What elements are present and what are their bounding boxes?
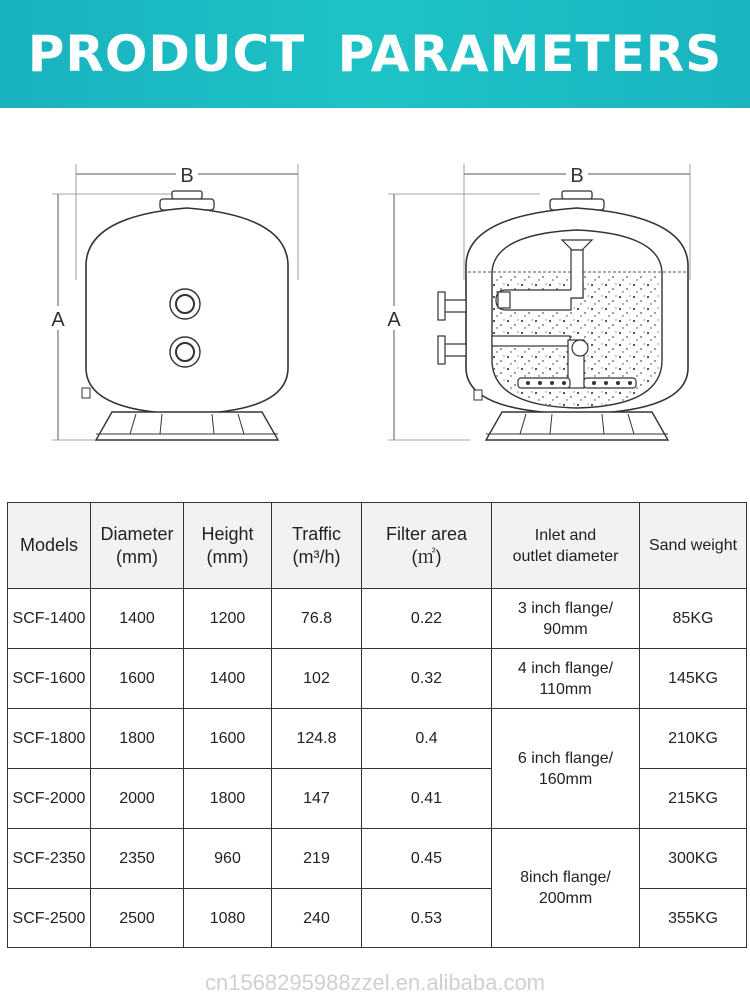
- cell-sand-weight: 210KG: [640, 709, 747, 769]
- cell-traffic: 124.8: [272, 709, 362, 769]
- filter-diagrams: [0, 150, 750, 460]
- table-row: [8, 829, 747, 889]
- cell-height: 1600: [184, 709, 272, 769]
- header-traffic-text: Traffic: [291, 523, 341, 544]
- header-inlet-text-2: outlet diameter: [512, 547, 619, 565]
- table-row: [8, 709, 747, 769]
- header-height-text: Height: [201, 523, 254, 544]
- cell-traffic: 76.8: [272, 589, 362, 649]
- cell-filter-area: 0.45: [362, 829, 492, 889]
- inlet-text-2: 110mm: [539, 680, 592, 698]
- cell-diameter: 2350: [91, 829, 184, 889]
- cell-filter-area: 0.4: [362, 709, 492, 769]
- cell-filter-area: 0.22: [362, 589, 492, 649]
- header-height-unit: (mm): [206, 546, 249, 567]
- page-title: PRODUCT PARAMETERS: [27, 25, 723, 83]
- cell-diameter: 1800: [91, 709, 184, 769]
- filter-exterior-diagram: [40, 150, 330, 450]
- header-filter-area: [362, 503, 492, 589]
- cell-sand-weight: 300KG: [640, 829, 747, 889]
- inlet-text-1: 6 inch flange/: [517, 749, 614, 767]
- header-filter-area-unit: (㎡): [411, 546, 442, 567]
- cell-model: SCF-1600: [8, 649, 91, 709]
- cell-sand-weight: 355KG: [640, 889, 747, 948]
- cell-traffic: 219: [272, 829, 362, 889]
- cell-sand-weight: 145KG: [640, 649, 747, 709]
- cell-sand-weight: 85KG: [640, 589, 747, 649]
- inlet-text-1: 3 inch flange/: [517, 599, 614, 617]
- cell-traffic: 147: [272, 769, 362, 829]
- header-banner: [0, 0, 750, 108]
- cell-model: SCF-2000: [8, 769, 91, 829]
- header-diameter-unit: (mm): [116, 546, 158, 567]
- inlet-text-2: 200mm: [538, 890, 593, 907]
- cell-model: SCF-1800: [8, 709, 91, 769]
- inlet-text-1: 8inch flange/: [520, 869, 611, 886]
- cell-filter-area: 0.41: [362, 769, 492, 829]
- cell-diameter: 1600: [91, 649, 184, 709]
- cell-traffic: 102: [272, 649, 362, 709]
- header-height: [184, 503, 272, 589]
- table-header-row: [8, 503, 747, 589]
- cell-model: SCF-2350: [8, 829, 91, 889]
- cell-filter-area: 0.53: [362, 889, 492, 948]
- table-row: [8, 649, 747, 709]
- dimension-b-label: B: [180, 165, 194, 187]
- cell-inlet-outlet: [492, 829, 640, 948]
- cell-diameter: 1400: [91, 589, 184, 649]
- cell-inlet-outlet: [492, 589, 640, 649]
- cell-filter-area: 0.32: [362, 649, 492, 709]
- cell-height: 960: [184, 829, 272, 889]
- watermark: cn1568295988zzel.en.alibaba.com: [204, 970, 546, 995]
- header-models: [8, 503, 91, 589]
- filter-cutaway-diagram: [380, 150, 710, 450]
- cell-model: SCF-2500: [8, 889, 91, 948]
- header-sand-weight: [640, 503, 747, 589]
- header-models-text: Models: [19, 535, 79, 555]
- cell-traffic: 240: [272, 889, 362, 948]
- cell-diameter: 2500: [91, 889, 184, 948]
- header-filter-area-text: Filter area: [385, 523, 468, 544]
- header-inlet-text-1: Inlet and: [534, 526, 597, 544]
- cell-height: 1080: [184, 889, 272, 948]
- dimension-b-label-cutaway: B: [570, 165, 584, 187]
- cell-height: 1200: [184, 589, 272, 649]
- header-traffic-unit: (m³/h): [292, 546, 341, 567]
- cell-inlet-outlet: [492, 649, 640, 709]
- cell-inlet-outlet: [492, 709, 640, 829]
- cell-height: 1400: [184, 649, 272, 709]
- cell-diameter: 2000: [91, 769, 184, 829]
- cell-sand-weight: 215KG: [640, 769, 747, 829]
- inlet-text-1: 4 inch flange/: [517, 659, 614, 677]
- dimension-a-label: A: [51, 309, 65, 331]
- cell-height: 1800: [184, 769, 272, 829]
- header-diameter-text: Diameter: [100, 523, 174, 544]
- product-parameters-table: [7, 502, 747, 948]
- inlet-text-2: 90mm: [543, 620, 588, 638]
- header-sand-weight-text: Sand weight: [648, 537, 738, 554]
- inlet-text-2: 160mm: [538, 770, 593, 788]
- table-row: [8, 589, 747, 649]
- dimension-a-label-cutaway: A: [387, 309, 401, 331]
- header-diameter: [91, 503, 184, 589]
- cell-model: SCF-1400: [8, 589, 91, 649]
- header-inlet-outlet: [492, 503, 640, 589]
- header-traffic: [272, 503, 362, 589]
